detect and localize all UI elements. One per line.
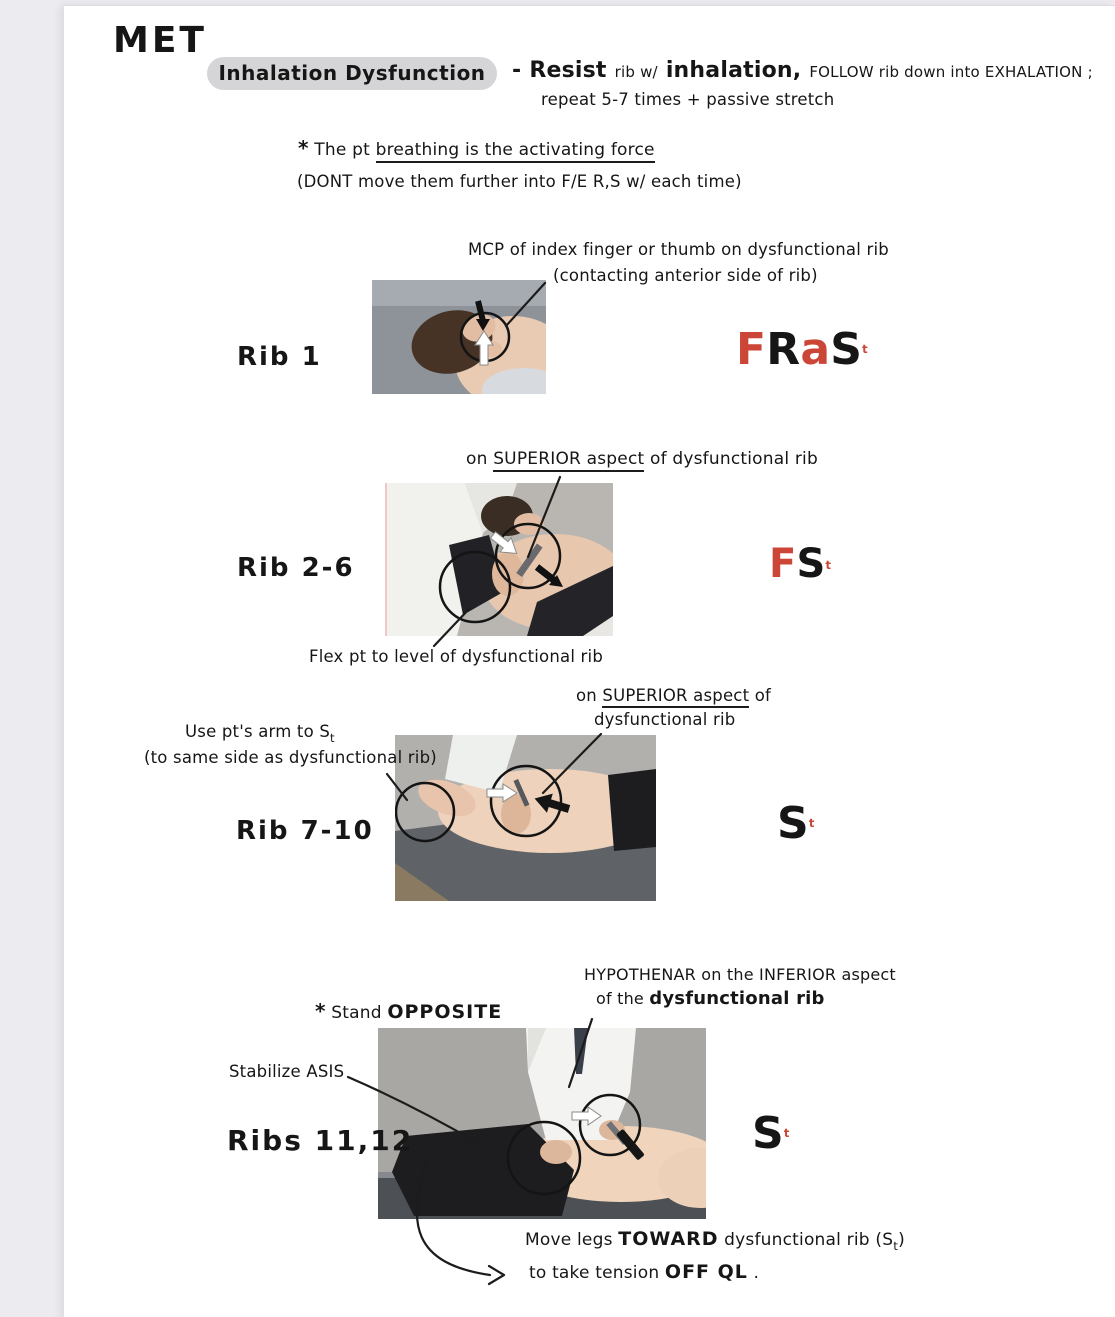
ribs11-12-label: Ribs 11,12 <box>227 1124 414 1157</box>
move-legs-line2 <box>529 1261 759 1283</box>
move-legs-bold: TOWARD <box>618 1228 719 1250</box>
hypothenar-annotation-line1: HYPOTHENAR on the INFERIOR aspect <box>584 965 896 984</box>
move-legs-sub: t <box>893 1239 899 1253</box>
stand-pre: Stand <box>331 1003 382 1023</box>
ribs11-12-photo <box>378 1028 706 1219</box>
rib1-annotation-line1: MCP of index finger or thumb on dysfunctional rib <box>468 240 889 259</box>
formula-letter: S <box>777 798 809 849</box>
rib2-6-photo <box>385 483 613 636</box>
rib2-6-annotation-post: of dysfunctional rib <box>649 449 818 469</box>
formula-letter: S <box>830 324 863 375</box>
move-legs-pre: Move legs <box>525 1230 613 1250</box>
formula-letter: t <box>862 342 868 356</box>
formula-letter: S <box>796 541 826 587</box>
take-tension-pre: to take tension <box>529 1263 660 1283</box>
stabilize-asis-annotation: Stabilize ASIS <box>229 1062 345 1081</box>
pt-note-prefix: The pt <box>314 140 370 160</box>
stand-opposite-note <box>315 999 502 1023</box>
formula-letter: S <box>752 1108 784 1159</box>
rib7-10-formula <box>777 798 815 849</box>
move-legs-close: ) <box>898 1230 905 1250</box>
rib1-label: Rib 1 <box>237 342 322 372</box>
header-dash: - <box>512 58 522 83</box>
stand-bold: OPPOSITE <box>387 1001 503 1023</box>
dont-move-note: (DONT move them further into F/E R,S w/ each time) <box>297 172 742 191</box>
move-legs-line1 <box>525 1228 905 1253</box>
asterisk-icon: * <box>315 999 326 1023</box>
topic-pill: Inhalation Dysfunction <box>207 57 497 90</box>
formula-letter: R <box>766 324 801 375</box>
header-rib-w: rib w/ <box>614 63 658 81</box>
header-inhalation: inhalation, <box>665 58 802 83</box>
rib7-10-label: Rib 7-10 <box>236 816 374 846</box>
rib7-10-right-annotation-line2: dysfunctional rib <box>594 710 736 729</box>
formula-letter: F <box>736 324 767 375</box>
rib7-10-left-pre: Use pt's arm to S <box>185 722 330 741</box>
pt-note-underlined: breathing is the activating force <box>376 140 655 163</box>
pt-breathing-note <box>298 136 655 160</box>
rib7-10-right-underlined: SUPERIOR aspect <box>602 686 749 708</box>
rib2-6-label: Rib 2-6 <box>237 553 355 583</box>
take-tension-bold: OFF QL <box>664 1261 748 1283</box>
rib2-6-annotation-pre: on <box>466 449 488 469</box>
rib2-6-caption: Flex pt to level of dysfunctional rib <box>309 647 603 666</box>
formula-letter: t <box>783 1126 790 1140</box>
hypothenar-pre: of the <box>596 989 644 1008</box>
formula-letter: t <box>808 816 815 830</box>
rib1-annotation-line2: (contacting anterior side of rib) <box>553 266 818 285</box>
rib7-10-right-pre: on <box>576 686 597 705</box>
rib7-10-right-post: of <box>754 686 771 705</box>
ribs11-12-formula <box>752 1108 790 1159</box>
move-legs-post: dysfunctional rib (S <box>724 1230 894 1250</box>
page-title: MET <box>113 20 207 61</box>
header-line1 <box>512 58 1093 83</box>
rib2-6-annotation-underlined: SUPERIOR aspect <box>493 449 644 472</box>
header-resist: Resist <box>529 58 607 83</box>
header-follow: FOLLOW rib down into EXHALATION ; <box>809 63 1093 81</box>
formula-letter: a <box>800 324 831 375</box>
rib1-photo <box>372 280 546 394</box>
hypothenar-annotation-line2 <box>596 988 825 1009</box>
rib7-10-left-annotation-line1 <box>185 722 335 745</box>
rib7-10-left-sub: t <box>330 731 335 745</box>
rib7-10-right-annotation-line1 <box>576 686 771 705</box>
header-line2: repeat 5-7 times + passive stretch <box>541 90 835 109</box>
rib2-6-annotation <box>466 449 818 469</box>
formula-letter: t <box>825 558 832 572</box>
rib1-formula <box>736 324 868 375</box>
hypothenar-bold: dysfunctional rib <box>649 988 825 1009</box>
formula-letter: F <box>769 541 797 587</box>
rib2-6-formula <box>769 541 832 587</box>
asterisk-icon: * <box>298 136 309 160</box>
take-tension-end: . <box>753 1263 760 1283</box>
rib7-10-left-annotation-line2: (to same side as dysfunctional rib) <box>144 748 437 767</box>
